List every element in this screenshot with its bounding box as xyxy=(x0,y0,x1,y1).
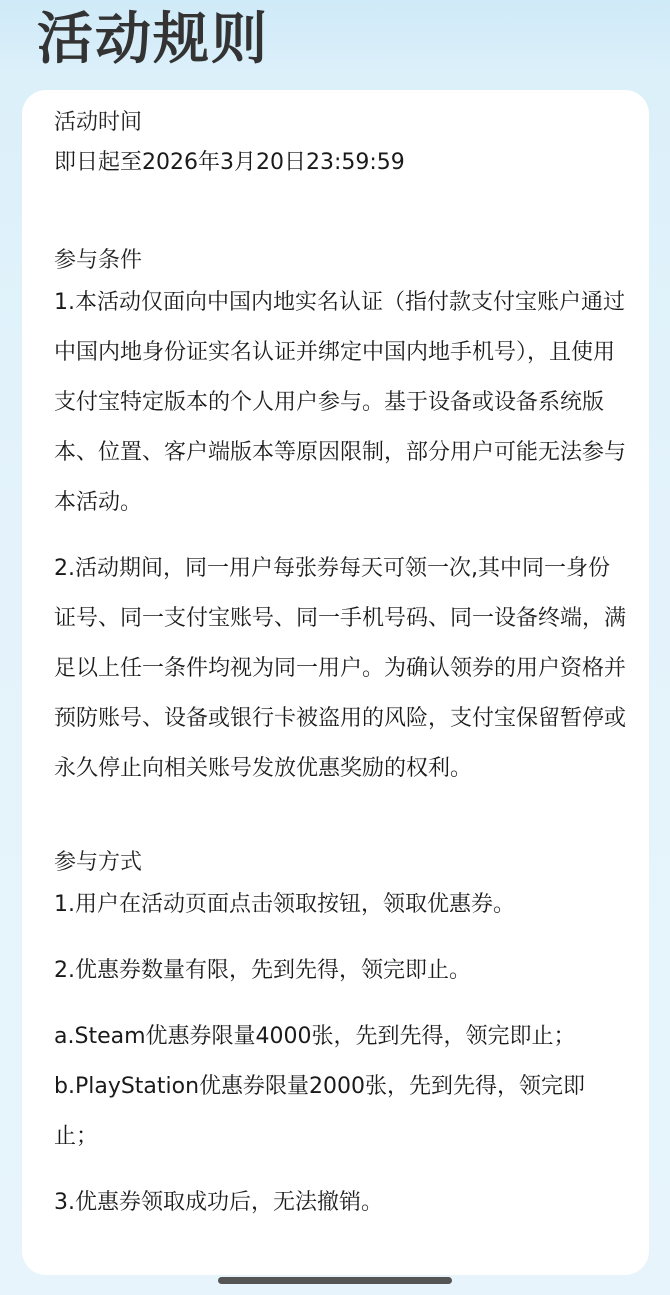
home-indicator[interactable] xyxy=(218,1277,452,1284)
method-item-3: 3.优惠券领取成功后，无法撤销。 xyxy=(54,1190,383,1215)
section-heading-conditions: 参与条件 xyxy=(54,248,143,273)
method-item-1: 1.用户在活动页面点击领取按钮，领取优惠券。 xyxy=(54,892,515,917)
condition-item-2: 2.活动期间，同一用户每张券每天可领一次,其中同一身份证号、同一支付宝账号、同一手机号码、同一设备终端，满足以上任一条件均视为同一用户。为确认领券的用户资格并预防账号、设备或银行卡被盗用的风险，支付宝保留暂停或永久停止向相关账号发放优惠奖励的权利。 xyxy=(54,556,627,781)
method-item-2: 2.优惠券数量有限，先到先得，领完即止。 xyxy=(54,958,471,983)
method-item-steam-limit: a.Steam优惠券限量4000张，先到先得，领完即止； xyxy=(54,1024,576,1049)
activity-time-value: 即日起至2026年3月20日23:59:59 xyxy=(54,150,405,175)
section-heading-method: 参与方式 xyxy=(54,850,143,875)
section-activity-time xyxy=(54,106,629,186)
rules-card xyxy=(22,90,649,1275)
section-participation-method xyxy=(54,846,629,1228)
page-title: 活动规则 xyxy=(37,7,269,72)
method-item-playstation-limit: b.PlayStation优惠券限量2000张，先到先得，领完即止； xyxy=(54,1074,586,1149)
section-heading-time: 活动时间 xyxy=(54,110,143,135)
condition-item-1: 1.本活动仅面向中国内地实名认证（指付款支付宝账户通过中国内地身份证实名认证并绑定中国内地手机号），且使用支付宝特定版本的个人用户参与。基于设备或设备系统版本、位置、客户端版本等原因限制，部分用户可能无法参与本活动。 xyxy=(54,290,627,515)
section-conditions xyxy=(54,244,629,794)
